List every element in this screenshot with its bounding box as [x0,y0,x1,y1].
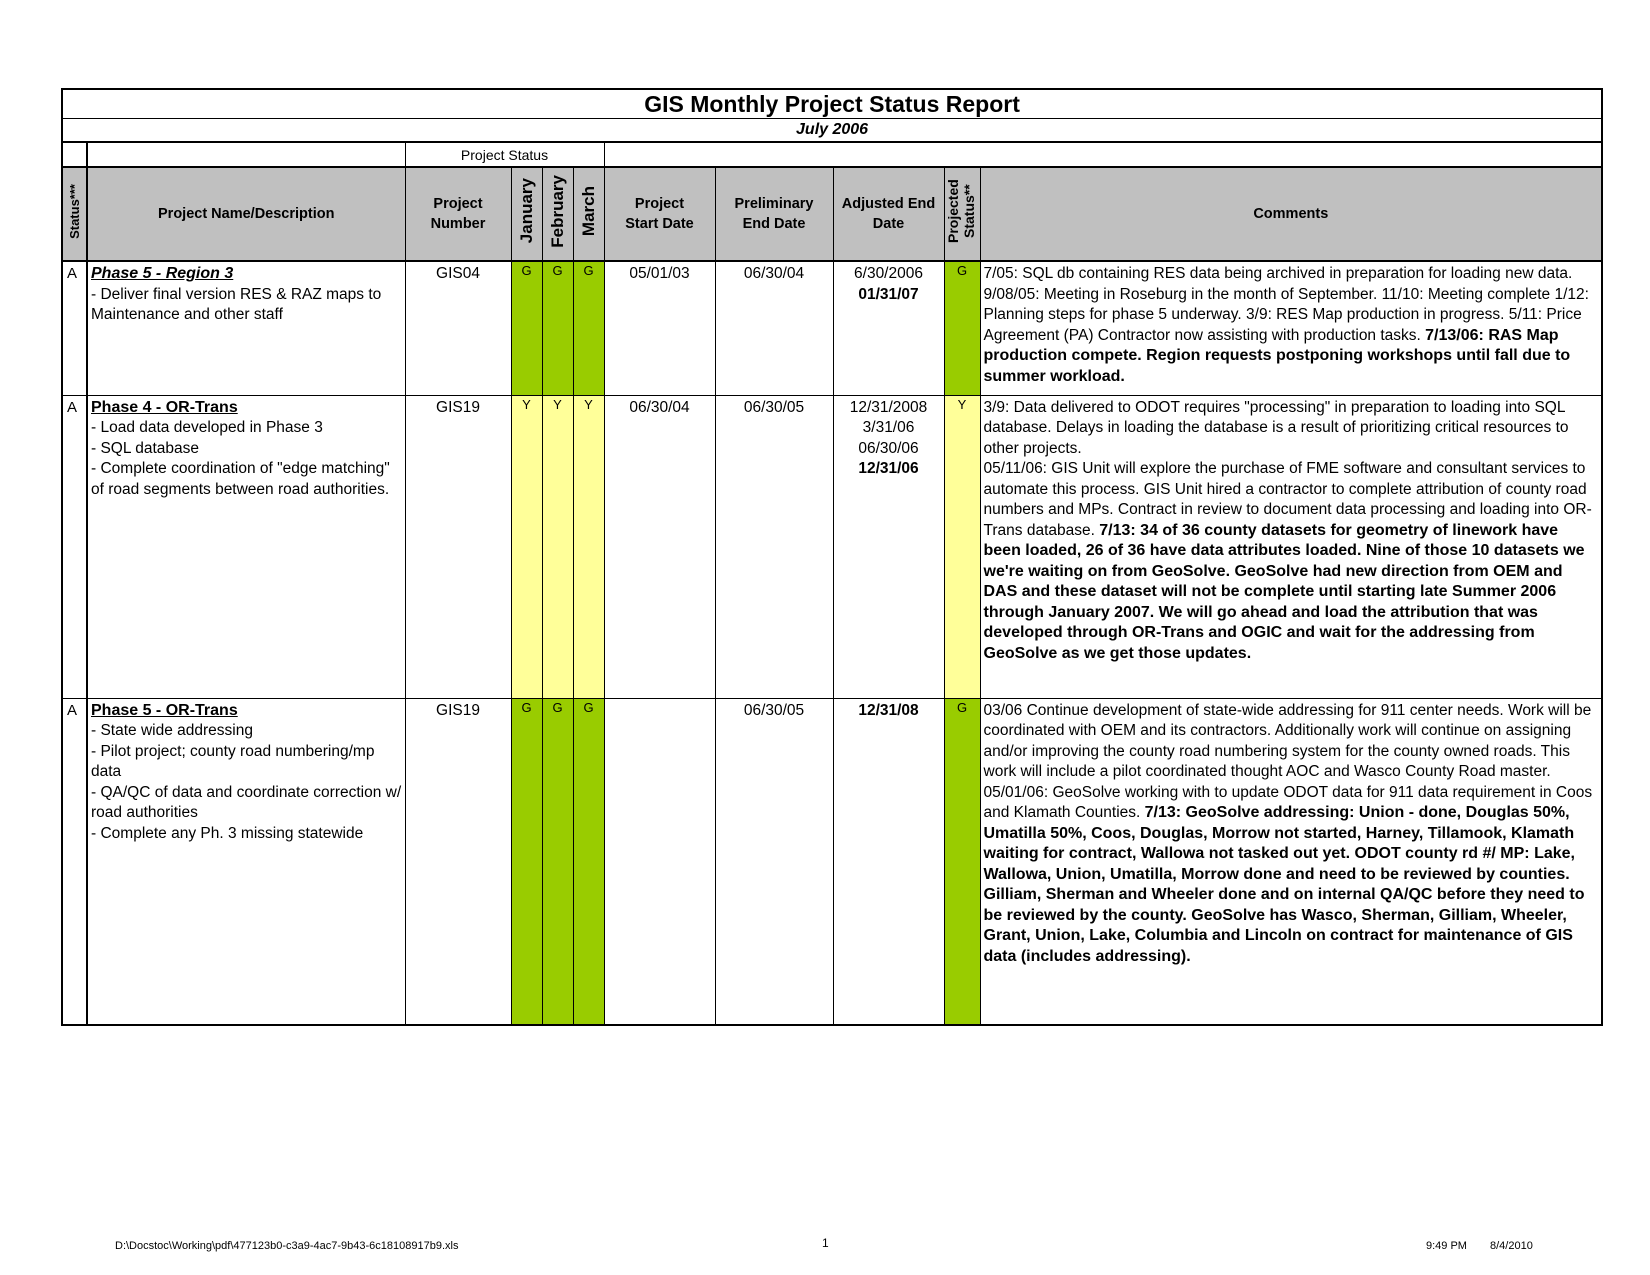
row-project-name-cell [87,261,405,395]
report-subtitle: July 2006 [62,119,1602,143]
row-status-march: G [573,261,604,395]
col-header-adjusted-end: Adjusted End Date [833,167,944,261]
row-adjusted-end-cell [833,395,944,698]
footer-time: 9:49 PM [1426,1240,1467,1252]
status-report-table [61,88,1603,1026]
row-preliminary-end-date: 06/30/04 [715,261,833,395]
comment-text: 3/9: Data delivered to ODOT requires "processing" in preparation to loading into SQL database. Delays in loading the database is a result of prioritizing critical resources to other projects. 05/11/06: GIS Unit will explore the purchase of FME software and consultant services to automate this process. GIS Unit hired a contractor to complete attribution of county road numbers and MPs. Contract in review to document data processing and loading into OR-Trans database. [983,398,1592,539]
adjusted-end-date: 6/30/2006 [854,265,923,282]
row-preliminary-end-date: 06/30/05 [715,698,833,1025]
row-status-march: Y [573,395,604,698]
row-status: A [62,395,87,698]
project-description-line: - QA/QC of data and coordinate correction w/ road authorities [91,783,402,821]
col-header-name: Project Name/Description [87,167,405,261]
project-description-line: - Deliver final version RES & RAZ maps to Maintenance and other staff [91,285,382,323]
project-row [62,395,1602,698]
row-projected-status: G [944,698,980,1025]
col-header-february: February [542,167,573,261]
row-adjusted-end-cell [833,261,944,395]
adjusted-end-date-current: 12/31/06 [858,460,919,477]
row-status-january: Y [511,395,542,698]
row-comments [980,261,1602,395]
col-header-status: Status*** [62,167,87,261]
row-status: A [62,698,87,1025]
row-comments [980,395,1602,698]
report-title: GIS Monthly Project Status Report [62,89,1602,119]
comment-latest-update: 7/13: 34 of 36 county datasets for geometry of linework have been loaded, 26 of 36 have data attributes loaded. Nine of those 10 datasets we we're waiting on from GeoSolve. GeoSolve had new direction from OEM and DAS and these dataset will not be complete until starting late Summer 2006 through January 2007. We will go ahead and load the attribution that was developed through OR-Trans and OGIC and wait for the addressing from GeoSolve as we get those updates. [983,521,1585,662]
project-name: Phase 4 - OR-Trans [91,398,238,416]
project-name: Phase 5 - Region 3 [91,265,234,282]
project-description-line: - State wide addressing [91,722,253,739]
col-header-number: Project Number [405,167,511,261]
group-spacer-status [62,142,87,167]
adjusted-end-date-current: 12/31/08 [858,701,919,719]
project-description-line: - SQL database [91,439,199,457]
row-preliminary-end-date: 06/30/05 [715,395,833,698]
group-spacer-name [87,142,405,167]
project-description-line: - Pilot project; county road numbering/mp data [91,742,375,780]
row-status-february: G [542,698,573,1025]
col-header-march: March [573,167,604,261]
comment-text: 03/06 Continue development of state-wide addressing for 911 center needs. Work will be coordinated with OEM and its contractors. Additionally work will continue on assigning and/or improving the county road numbering system for the county owned roads. This work will include a pilot coordinated thought AOC and Wasco County Road master. 05/01/06: GeoSolve working with to update ODOT data for 911 data requirement in Coos and Klamath Counties. [983,701,1593,821]
project-description-line: - Load data developed in Phase 3 [91,419,323,436]
comment-latest-update: 7/13: GeoSolve addressing: Union - done, Douglas 50%, Umatilla 50%, Coos, Douglas, Morrow not started, Harney, Tillamook, Klamath waiting for contract, Wallowa not tasked out yet. ODOT county rd #/ MP: Lake, Wallowa, Union, Umatilla, Morrow done and need to be reviewed by counties. Gilliam, Sherman and Wheeler done and on internal QA/QC before they need to be reviewed by the county. GeoSolve has Wasco, Sherman, Gilliam, Wheeler, Grant, Union, Lake, Columbia and Lincoln on contract for maintenance of GIS data (includes addressing). [983,804,1585,965]
project-row [62,698,1602,1025]
col-header-january: January [511,167,542,261]
footer-date: 8/4/2010 [1490,1240,1533,1252]
row-status: A [62,261,87,395]
col-header-comments: Comments [980,167,1602,261]
group-spacer-right [604,142,1602,167]
project-name: Phase 5 - OR-Trans [91,701,238,719]
row-project-number: GIS19 [405,698,511,1025]
row-status-february: G [542,261,573,395]
col-header-preliminary-end: Preliminary End Date [715,167,833,261]
row-status-march: G [573,698,604,1025]
comment-text: 7/05: SQL db containing RES data being archived in preparation for loading new data. 9/08/05: Meeting in Roseburg in the month of September. 11/10: Meeting complete 1/12: Planning steps for phase 5 underway. 3/9: RES Map production in progress. 5/11: Price Agreement (PA) Contractor now assisting with production tasks. [983,265,1589,344]
adjusted-end-date: 3/31/06 [862,419,915,436]
row-status-february: Y [542,395,573,698]
row-projected-status: Y [944,395,980,698]
project-description-line: - Complete coordination of "edge matching" of road segments between road authorities. [91,460,390,498]
row-project-name-cell [87,698,405,1025]
footer-page-number: 1 [822,1236,829,1250]
adjusted-end-date: 06/30/06 [858,439,919,457]
row-start-date [604,698,715,1025]
project-row [62,261,1602,395]
row-project-number: GIS19 [405,395,511,698]
row-project-number: GIS04 [405,261,511,395]
footer-file-path: D:\Docstoc\Working\pdf\477123b0-c3a9-4ac7-9b43-6c18108917b9.xls [115,1240,459,1252]
row-adjusted-end-cell [833,698,944,1025]
row-comments [980,698,1602,1025]
adjusted-end-date: 12/31/2008 [849,398,928,416]
row-project-name-cell [87,395,405,698]
comment-latest-update: 7/13/06: RAS Map production compete. Region requests postponing workshops until fall due to summer workload. [983,326,1571,385]
project-description-line: - Complete any Ph. 3 missing statewide [91,824,364,842]
row-start-date: 05/01/03 [604,261,715,395]
project-status-group-header: Project Status [405,142,604,167]
adjusted-end-date-current: 01/31/07 [858,285,919,303]
row-start-date: 06/30/04 [604,395,715,698]
col-header-start-date: Project Start Date [604,167,715,261]
row-status-january: G [511,698,542,1025]
row-projected-status: G [944,261,980,395]
row-status-january: G [511,261,542,395]
col-header-projected-status: Projected Status** [944,167,980,261]
